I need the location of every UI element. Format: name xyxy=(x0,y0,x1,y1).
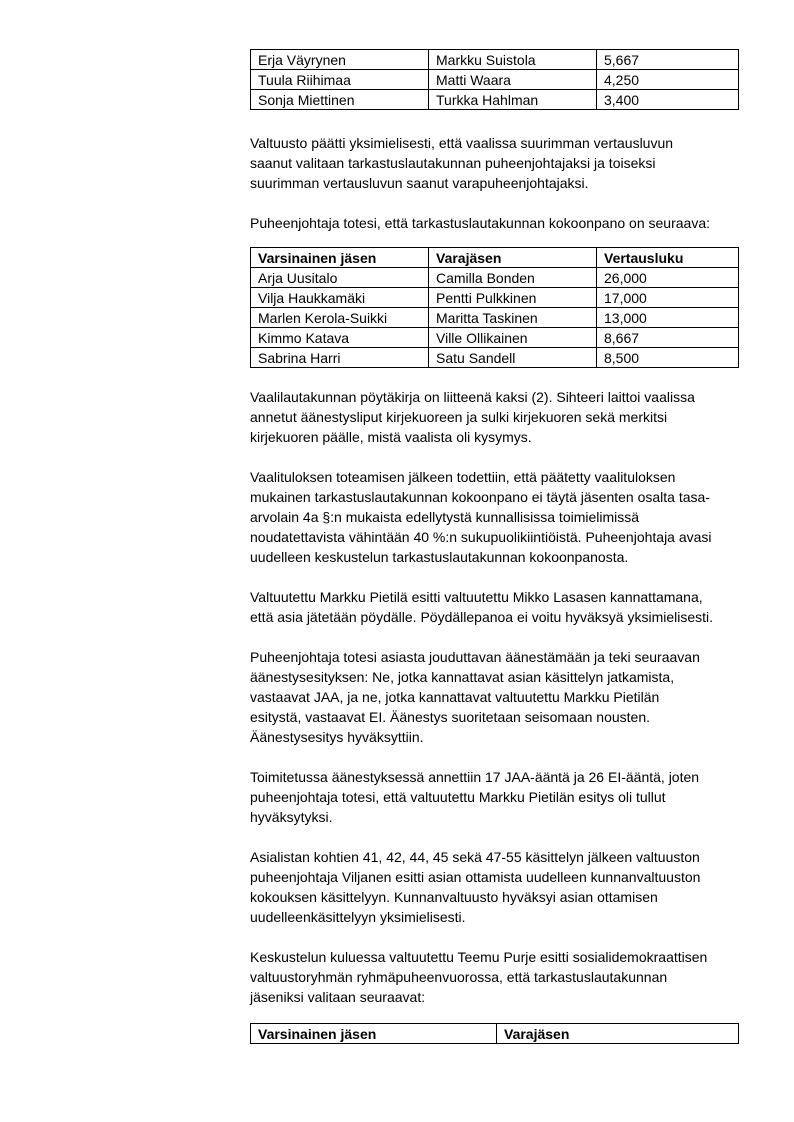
table-cell: Maritta Taskinen xyxy=(429,308,597,328)
paragraph-line: Vaalituloksen toteamisen jälkeen todettiin, että päätetty vaalituloksen xyxy=(250,469,676,485)
paragraph-line: hyväksytyksi. xyxy=(250,809,333,825)
column-header: Varsinainen jäsen xyxy=(251,1024,497,1044)
paragraph xyxy=(250,133,738,193)
table-cell: Arja Uusitalo xyxy=(251,268,429,288)
table-cell: 26,000 xyxy=(597,268,739,288)
table-header-row xyxy=(251,248,739,268)
column-header: Varajäsen xyxy=(429,248,597,268)
paragraph-line: mukainen tarkastuslautakunnan kokoonpano ei täytä jäsenten osalta tasa- xyxy=(250,489,710,505)
paragraph-line: uudelleen keskustelun tarkastuslautakunnan kokoonpanosta. xyxy=(250,549,629,565)
paragraph-line: Äänestysesitys hyväksyttiin. xyxy=(250,729,424,745)
table-cell: Camilla Bonden xyxy=(429,268,597,288)
table-cell: Sonja Miettinen xyxy=(251,90,429,110)
table-row xyxy=(251,268,739,288)
column-header: Varsinainen jäsen xyxy=(251,248,429,268)
column-header: Vertausluku xyxy=(597,248,739,268)
paragraph-line: noudatettavista vähintään 40 %:n sukupuolikiintiöistä. Puheenjohtaja avasi xyxy=(250,529,712,545)
table-cell: Markku Suistola xyxy=(429,50,597,70)
paragraph xyxy=(250,767,738,827)
paragraph-line: Valtuusto päätti yksimielisesti, että vaalissa suurimman vertausluvun xyxy=(250,135,674,151)
paragraph-line: Valtuutettu Markku Pietilä esitti valtuutettu Mikko Lasasen kannattamana, xyxy=(250,589,703,605)
paragraph-line: valtuustoryhmän ryhmäpuheenvuorossa, että tarkastuslautakunnan xyxy=(250,969,668,985)
paragraph xyxy=(250,947,738,1007)
table-row xyxy=(251,328,739,348)
paragraph-line: kokouksen käsittelyyn. Kunnanvaltuusto hyväksyi asian ottamisen xyxy=(250,889,658,905)
paragraph xyxy=(250,387,738,447)
table-cell: Kimmo Katava xyxy=(251,328,429,348)
table-row xyxy=(251,348,739,368)
paragraph-line: kirjekuoren päälle, mistä vaalista oli kysymys. xyxy=(250,429,532,445)
paragraph-line: Vaalilautakunnan pöytäkirja on liitteenä kaksi (2). Sihteeri laittoi vaalissa xyxy=(250,389,695,405)
paragraph xyxy=(250,213,738,233)
paragraph-line: annetut äänestysliput kirjekuoreen ja sulki kirjekuoren sekä merkitsi xyxy=(250,409,668,425)
paragraph-line: vastaavat JAA, ja ne, jotka kannattavat valtuutettu Markku Pietilän xyxy=(250,689,660,705)
table-cell: Sabrina Harri xyxy=(251,348,429,368)
paragraph-line: Keskustelun kuluessa valtuutettu Teemu Purje esitti sosialidemokraattisen xyxy=(250,949,708,965)
table-cell: Matti Waara xyxy=(429,70,597,90)
paragraph-line: suurimman vertausluvun saanut varapuheenjohtajaksi. xyxy=(250,175,589,191)
paragraph-line: uudelleenkäsittelyyn yksimielisesti. xyxy=(250,909,466,925)
paragraph-line: Puheenjohtaja totesi asiasta jouduttavan äänestämään ja teki seuraavan xyxy=(250,649,700,665)
table-cell: 4,250 xyxy=(597,70,739,90)
table-cell: 8,500 xyxy=(597,348,739,368)
paragraph-line: äänestysesityksen: Ne, jotka kannattavat asian käsittelyn jatkamista, xyxy=(250,669,675,685)
paragraph-line: puheenjohtaja Viljanen esitti asian ottamista uudelleen kunnanvaltuuston xyxy=(250,869,701,885)
table-cell: Marlen Kerola-Suikki xyxy=(251,308,429,328)
table-row xyxy=(251,288,739,308)
paragraph-line: esitystä, vastaavat EI. Äänestys suoritetaan seisomaan nousten. xyxy=(250,709,650,725)
paragraph xyxy=(250,647,738,747)
table-cell: Ville Ollikainen xyxy=(429,328,597,348)
paragraph xyxy=(250,847,738,927)
table-cell: 8,667 xyxy=(597,328,739,348)
paragraph-line: Toimitetussa äänestyksessä annettiin 17 JAA-ääntä ja 26 EI-ääntä, joten xyxy=(250,769,700,785)
table-cell: Tuula Riihimaa xyxy=(251,70,429,90)
table-cell: 17,000 xyxy=(597,288,739,308)
table-cell: Erja Väyrynen xyxy=(251,50,429,70)
table-cell: Vilja Haukkamäki xyxy=(251,288,429,308)
table-cell: 5,667 xyxy=(597,50,739,70)
table-row xyxy=(251,308,739,328)
paragraph xyxy=(250,587,738,627)
paragraph-line: saanut valitaan tarkastuslautakunnan puheenjohtajaksi ja toiseksi xyxy=(250,155,656,171)
paragraph xyxy=(250,467,738,567)
proposed-members-table xyxy=(250,1023,739,1044)
table-header-row xyxy=(251,1024,739,1044)
table-cell: Turkka Hahlman xyxy=(429,90,597,110)
table-cell: Satu Sandell xyxy=(429,348,597,368)
paragraph-line: arvolain 4a §:n mukaista edellytystä kunnallisissa toimielimissä xyxy=(250,509,640,525)
paragraph-line: Asialistan kohtien 41, 42, 44, 45 sekä 47-55 käsittelyn jälkeen valtuuston xyxy=(250,849,700,865)
paragraph-line: Puheenjohtaja totesi, että tarkastuslautakunnan kokoonpano on seuraava: xyxy=(250,215,710,231)
table-row xyxy=(251,90,739,110)
paragraph-line: jäseniksi valitaan seuraavat: xyxy=(250,989,426,1005)
vote-results-table xyxy=(250,49,739,110)
table-cell: 3,400 xyxy=(597,90,739,110)
table-row xyxy=(251,50,739,70)
document-content xyxy=(250,49,738,1044)
committee-composition-table xyxy=(250,247,739,368)
column-header: Varajäsen xyxy=(497,1024,739,1044)
paragraph-line: puheenjohtaja totesi, että valtuutettu Markku Pietilän esitys oli tullut xyxy=(250,789,666,805)
table-row xyxy=(251,70,739,90)
table-cell: Pentti Pulkkinen xyxy=(429,288,597,308)
paragraph-line: että asia jätetään pöydälle. Pöydällepanoa ei voitu hyväksyä yksimielisesti. xyxy=(250,609,714,625)
table-cell: 13,000 xyxy=(597,308,739,328)
